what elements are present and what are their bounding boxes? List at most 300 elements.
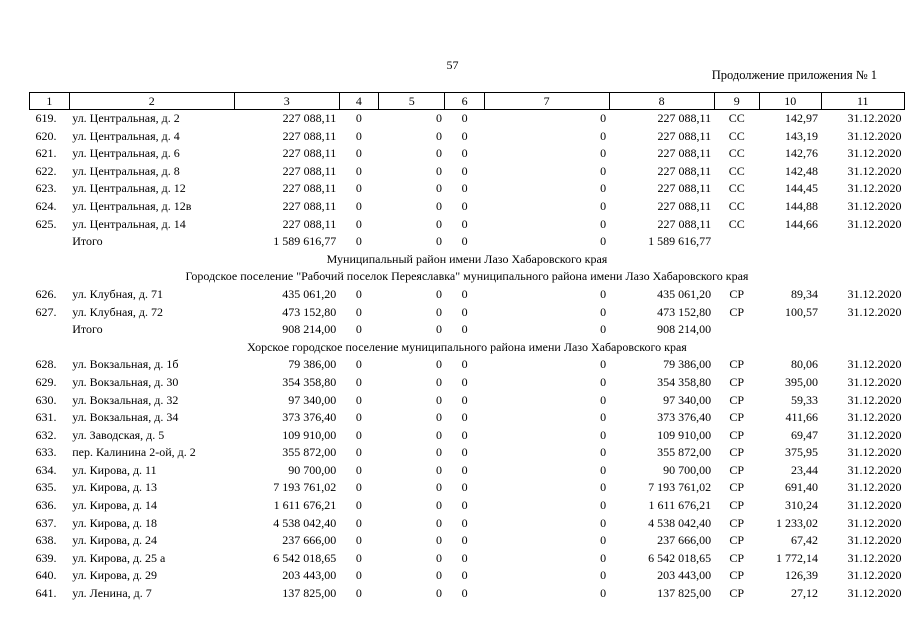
- value-col8: 79 386,00: [663, 357, 712, 372]
- value-col5: 0: [435, 304, 442, 319]
- cost-total: 227 088,11: [282, 163, 337, 178]
- total-row: [30, 233, 905, 251]
- completion-date: 31.12.2020: [847, 515, 902, 530]
- value-col8: 97 340,00: [663, 392, 712, 407]
- value-col4: 0: [355, 410, 362, 425]
- value-col10: 100,57: [785, 304, 819, 319]
- address: ул. Клубная, д. 72: [72, 304, 163, 319]
- value-col7: 0: [600, 392, 607, 407]
- value-col5: 0: [435, 550, 442, 565]
- value-col9: СР: [729, 533, 745, 548]
- value-col5: 0: [435, 286, 442, 301]
- value-col10: 1 772,14: [776, 550, 819, 565]
- value-col10: 142,97: [785, 111, 819, 125]
- completion-date: 31.12.2020: [847, 550, 902, 565]
- value-col6: 0: [461, 550, 468, 565]
- value-col4: 0: [355, 515, 362, 530]
- cost-total: 4 538 042,40: [273, 515, 337, 530]
- table-row: [30, 567, 905, 585]
- address: ул. Вокзальная, д. 34: [72, 410, 179, 425]
- column-header-1: 1: [30, 93, 70, 110]
- value-col10: 23,44: [791, 462, 819, 477]
- row-number-empty: [30, 233, 70, 251]
- value-col6: 0: [461, 427, 468, 442]
- header-row: [30, 93, 905, 110]
- row-number: 620.: [35, 128, 57, 143]
- total-label: Итого: [72, 322, 103, 337]
- value-col8: 7 193 761,02: [648, 480, 712, 495]
- value-col10: 67,42: [791, 533, 819, 548]
- value-col8: 227 088,11: [657, 181, 712, 196]
- value-col9: СР: [729, 286, 745, 301]
- value-col5: 0: [435, 533, 442, 548]
- value-col8: 203 443,00: [657, 568, 712, 583]
- value-col9: СР: [729, 515, 745, 530]
- total-empty-cell: [714, 233, 759, 251]
- section-heading-district-text: Муниципальный район имени Лазо Хабаровского края: [326, 251, 608, 266]
- value-col4: 0: [355, 374, 362, 389]
- value-col4: 0: [355, 216, 362, 231]
- value-col7: 0: [600, 586, 607, 601]
- value-col6: 0: [461, 304, 468, 319]
- section-heading-khor: [30, 339, 905, 357]
- value-col10: 59,33: [791, 392, 819, 407]
- completion-date: 31.12.2020: [847, 462, 902, 477]
- completion-date: 31.12.2020: [847, 568, 902, 583]
- value-col8: 237 666,00: [657, 533, 712, 548]
- value-col8: 227 088,11: [657, 146, 712, 161]
- table-row: [30, 180, 905, 198]
- value-col8: 6 542 018,65: [648, 550, 712, 565]
- value-col9: СР: [729, 586, 745, 601]
- cost-total: 373 376,40: [282, 410, 337, 425]
- value-col6: 0: [461, 498, 468, 513]
- value-col7: 0: [600, 304, 607, 319]
- value-col7: 0: [600, 480, 607, 495]
- value-col5: 0: [435, 480, 442, 495]
- value-col10: 691,40: [785, 480, 819, 495]
- value-col7: 0: [600, 128, 607, 143]
- cost-total: 227 088,11: [282, 181, 337, 196]
- table-row: [30, 409, 905, 427]
- value-col4: 0: [355, 586, 362, 601]
- completion-date: 31.12.2020: [847, 146, 902, 161]
- total-col5: 0: [435, 322, 442, 337]
- value-col7: 0: [600, 163, 607, 178]
- completion-date: 31.12.2020: [847, 586, 902, 601]
- cost-total: 227 088,11: [282, 111, 337, 125]
- address: ул. Центральная, д. 6: [72, 146, 180, 161]
- value-col9: СР: [729, 357, 745, 372]
- column-header-8: 8: [609, 93, 714, 110]
- row-number: 637.: [35, 515, 57, 530]
- value-col7: 0: [600, 533, 607, 548]
- value-col9: СР: [729, 550, 745, 565]
- value-col8: 227 088,11: [657, 216, 712, 231]
- value-col7: 0: [600, 427, 607, 442]
- value-col9: СС: [728, 163, 745, 178]
- address: ул. Центральная, д. 2: [72, 111, 180, 125]
- table-row: [30, 163, 905, 181]
- value-col5: 0: [435, 357, 442, 372]
- value-col8: 227 088,11: [657, 198, 712, 213]
- total-empty-cell: [821, 321, 904, 339]
- completion-date: 31.12.2020: [847, 216, 902, 231]
- value-col5: 0: [435, 445, 442, 460]
- value-col6: 0: [461, 445, 468, 460]
- value-col9: СР: [729, 445, 745, 460]
- value-col8: 473 152,80: [657, 304, 712, 319]
- column-header-6: 6: [445, 93, 484, 110]
- value-col5: 0: [435, 181, 442, 196]
- table-row: [30, 427, 905, 445]
- address: ул. Вокзальная, д. 32: [72, 392, 179, 407]
- value-col6: 0: [461, 163, 468, 178]
- row-number: 627.: [35, 304, 57, 319]
- total-col3: 908 214,00: [282, 322, 337, 337]
- address: ул. Кирова, д. 25 а: [72, 550, 166, 565]
- value-col7: 0: [600, 111, 607, 125]
- value-col5: 0: [435, 198, 442, 213]
- value-col9: СС: [728, 198, 745, 213]
- completion-date: 31.12.2020: [847, 286, 902, 301]
- value-col6: 0: [461, 146, 468, 161]
- address: ул. Кирова, д. 13: [72, 480, 158, 495]
- value-col10: 375,95: [785, 445, 819, 460]
- address: пер. Калинина 2-ой, д. 2: [72, 445, 196, 460]
- completion-date: 31.12.2020: [847, 445, 902, 460]
- completion-date: 31.12.2020: [847, 304, 902, 319]
- table-row: [30, 374, 905, 392]
- address: ул. Клубная, д. 71: [72, 286, 163, 301]
- value-col7: 0: [600, 374, 607, 389]
- row-number: 629.: [35, 374, 57, 389]
- value-col10: 1 233,02: [776, 515, 819, 530]
- completion-date: 31.12.2020: [847, 392, 902, 407]
- row-number: 635.: [35, 480, 57, 495]
- total-row: [30, 321, 905, 339]
- total-col7: 0: [600, 234, 607, 249]
- completion-date: 31.12.2020: [847, 357, 902, 372]
- column-header-11: 11: [821, 93, 904, 110]
- total-empty-cell: [821, 233, 904, 251]
- value-col6: 0: [461, 128, 468, 143]
- value-col4: 0: [355, 480, 362, 495]
- address: ул. Вокзальная, д. 1б: [72, 357, 179, 372]
- row-number: 625.: [35, 216, 57, 231]
- value-col5: 0: [435, 111, 442, 125]
- value-col8: 435 061,20: [657, 286, 712, 301]
- section-heading-pereyaslavka-text: Городское поселение "Рабочий поселок Переяславка" муниципального района имени Лазо Хабаровского края: [185, 269, 749, 284]
- value-col8: 355 872,00: [657, 445, 712, 460]
- value-col4: 0: [355, 462, 362, 477]
- column-header-4: 4: [339, 93, 378, 110]
- value-col4: 0: [355, 146, 362, 161]
- value-col10: 395,00: [785, 374, 819, 389]
- cost-total: 227 088,11: [282, 146, 337, 161]
- value-col9: СР: [729, 480, 745, 495]
- value-col5: 0: [435, 586, 442, 601]
- completion-date: 31.12.2020: [847, 410, 902, 425]
- value-col9: СС: [728, 181, 745, 196]
- value-col8: 4 538 042,40: [648, 515, 712, 530]
- row-number: 624.: [35, 198, 57, 213]
- cost-total: 355 872,00: [282, 445, 337, 460]
- total-col8: 1 589 616,77: [648, 234, 712, 249]
- cost-total: 227 088,11: [282, 128, 337, 143]
- value-col10: 310,24: [785, 498, 819, 513]
- row-number: 622.: [35, 163, 57, 178]
- value-col9: СР: [729, 392, 745, 407]
- value-col4: 0: [355, 128, 362, 143]
- address: ул. Кирова, д. 11: [72, 462, 157, 477]
- total-col4: 0: [355, 322, 362, 337]
- value-col5: 0: [435, 146, 442, 161]
- column-header-10: 10: [759, 93, 821, 110]
- value-col4: 0: [355, 357, 362, 372]
- value-col7: 0: [600, 568, 607, 583]
- row-number: 626.: [35, 286, 57, 301]
- value-col10: 144,88: [785, 198, 819, 213]
- total-col7: 0: [600, 322, 607, 337]
- value-col4: 0: [355, 198, 362, 213]
- row-number: 630.: [35, 392, 57, 407]
- value-col9: СР: [729, 374, 745, 389]
- row-number: 639.: [35, 550, 57, 565]
- cost-total: 473 152,80: [282, 304, 337, 319]
- value-col8: 227 088,11: [657, 128, 712, 143]
- value-col6: 0: [461, 462, 468, 477]
- completion-date: 31.12.2020: [847, 198, 902, 213]
- value-col7: 0: [600, 515, 607, 530]
- completion-date: 31.12.2020: [847, 498, 902, 513]
- value-col6: 0: [461, 111, 468, 125]
- completion-date: 31.12.2020: [847, 480, 902, 495]
- column-header-7: 7: [484, 93, 609, 110]
- value-col5: 0: [435, 374, 442, 389]
- value-col6: 0: [461, 480, 468, 495]
- value-col5: 0: [435, 568, 442, 583]
- address: ул. Центральная, д. 14: [72, 216, 186, 231]
- value-col5: 0: [435, 392, 442, 407]
- table-row: [30, 286, 905, 304]
- value-col5: 0: [435, 163, 442, 178]
- section-heading-khor-text: Хорское городское поселение муниципального района имени Лазо Хабаровского края: [247, 339, 687, 354]
- data-table: [29, 92, 905, 603]
- address: ул. Кирова, д. 18: [72, 515, 158, 530]
- table-row: [30, 110, 905, 128]
- table-row: [30, 356, 905, 374]
- address: ул. Заводская, д. 5: [72, 427, 165, 442]
- value-col10: 27,12: [791, 586, 819, 601]
- value-col4: 0: [355, 427, 362, 442]
- cost-total: 227 088,11: [282, 198, 337, 213]
- table-row: [30, 585, 905, 603]
- cost-total: 227 088,11: [282, 216, 337, 231]
- value-col10: 69,47: [791, 427, 819, 442]
- table-row: [30, 145, 905, 163]
- address: ул. Ленина, д. 7: [72, 586, 152, 601]
- row-number: 636.: [35, 498, 57, 513]
- address: ул. Центральная, д. 8: [72, 163, 180, 178]
- cost-total: 7 193 761,02: [273, 480, 337, 495]
- value-col4: 0: [355, 550, 362, 565]
- cost-total: 90 700,00: [288, 462, 337, 477]
- row-number: 638.: [35, 533, 57, 548]
- value-col10: 142,48: [785, 163, 819, 178]
- value-col4: 0: [355, 163, 362, 178]
- completion-date: 31.12.2020: [847, 533, 902, 548]
- table-row: [30, 462, 905, 480]
- table-row: [30, 444, 905, 462]
- total-col8: 908 214,00: [657, 322, 712, 337]
- table-row: [30, 479, 905, 497]
- value-col7: 0: [600, 216, 607, 231]
- section-heading-district: [30, 251, 905, 269]
- cost-total: 97 340,00: [288, 392, 337, 407]
- value-col10: 89,34: [791, 286, 819, 301]
- value-col7: 0: [600, 410, 607, 425]
- value-col5: 0: [435, 427, 442, 442]
- value-col10: 126,39: [785, 568, 819, 583]
- table-row: [30, 497, 905, 515]
- value-col6: 0: [461, 392, 468, 407]
- total-col4: 0: [355, 234, 362, 249]
- value-col6: 0: [461, 533, 468, 548]
- address: ул. Центральная, д. 12: [72, 181, 186, 196]
- value-col9: СС: [728, 216, 745, 231]
- value-col5: 0: [435, 410, 442, 425]
- value-col4: 0: [355, 392, 362, 407]
- row-number-empty: [30, 321, 70, 339]
- value-col7: 0: [600, 198, 607, 213]
- completion-date: 31.12.2020: [847, 427, 902, 442]
- total-col5: 0: [435, 234, 442, 249]
- cost-total: 203 443,00: [282, 568, 337, 583]
- table-row: [30, 392, 905, 410]
- total-empty-cell: [759, 233, 821, 251]
- value-col9: СС: [728, 128, 745, 143]
- value-col4: 0: [355, 533, 362, 548]
- value-col8: 1 611 676,21: [648, 498, 712, 513]
- value-col7: 0: [600, 445, 607, 460]
- value-col4: 0: [355, 111, 362, 125]
- value-col6: 0: [461, 586, 468, 601]
- cost-total: 237 666,00: [282, 533, 337, 548]
- value-col4: 0: [355, 304, 362, 319]
- table-row: [30, 304, 905, 322]
- value-col4: 0: [355, 286, 362, 301]
- completion-date: 31.12.2020: [847, 111, 902, 125]
- column-header-2: 2: [69, 93, 234, 110]
- address: ул. Кирова, д. 29: [72, 568, 158, 583]
- total-col6: 0: [461, 322, 468, 337]
- value-col5: 0: [435, 462, 442, 477]
- completion-date: 31.12.2020: [847, 374, 902, 389]
- value-col6: 0: [461, 515, 468, 530]
- table-row: [30, 550, 905, 568]
- value-col10: 144,45: [785, 181, 819, 196]
- total-col3: 1 589 616,77: [273, 234, 337, 249]
- row-number: 631.: [35, 410, 57, 425]
- value-col8: 109 910,00: [657, 427, 712, 442]
- value-col9: СС: [728, 146, 745, 161]
- column-header-9: 9: [714, 93, 759, 110]
- value-col4: 0: [355, 498, 362, 513]
- value-col7: 0: [600, 146, 607, 161]
- value-col9: СР: [729, 498, 745, 513]
- table-row: [30, 198, 905, 216]
- value-col8: 373 376,40: [657, 410, 712, 425]
- value-col8: 90 700,00: [663, 462, 712, 477]
- value-col8: 354 358,80: [657, 374, 712, 389]
- value-col5: 0: [435, 515, 442, 530]
- continuation-note: Продолжение приложения № 1: [711, 68, 877, 82]
- value-col10: 144,66: [785, 216, 819, 231]
- value-col8: 227 088,11: [657, 111, 712, 125]
- address: ул. Кирова, д. 14: [72, 498, 158, 513]
- address: ул. Кирова, д. 24: [72, 533, 158, 548]
- address: ул. Центральная, д. 12в: [72, 198, 192, 213]
- value-col6: 0: [461, 357, 468, 372]
- value-col5: 0: [435, 128, 442, 143]
- completion-date: 31.12.2020: [847, 181, 902, 196]
- value-col6: 0: [461, 198, 468, 213]
- row-number: 641.: [35, 586, 57, 601]
- value-col6: 0: [461, 181, 468, 196]
- value-col9: СР: [729, 304, 745, 319]
- total-empty-cell: [759, 321, 821, 339]
- value-col6: 0: [461, 374, 468, 389]
- row-number: 633.: [35, 445, 57, 460]
- value-col7: 0: [600, 498, 607, 513]
- row-number: 628.: [35, 357, 57, 372]
- completion-date: 31.12.2020: [847, 163, 902, 178]
- table-row: [30, 532, 905, 550]
- row-number: 634.: [35, 462, 57, 477]
- value-col9: СС: [728, 111, 745, 125]
- value-col8: 137 825,00: [657, 586, 712, 601]
- cost-total: 435 061,20: [282, 286, 337, 301]
- cost-total: 6 542 018,65: [273, 550, 337, 565]
- value-col4: 0: [355, 445, 362, 460]
- table-row: [30, 515, 905, 533]
- value-col6: 0: [461, 410, 468, 425]
- address: ул. Вокзальная, д. 30: [72, 374, 179, 389]
- value-col9: СР: [729, 462, 745, 477]
- value-col9: СР: [729, 427, 745, 442]
- value-col7: 0: [600, 550, 607, 565]
- value-col9: СР: [729, 568, 745, 583]
- page-number: 57: [446, 58, 459, 72]
- value-col6: 0: [461, 286, 468, 301]
- value-col7: 0: [600, 181, 607, 196]
- value-col10: 80,06: [791, 357, 819, 372]
- row-number: 623.: [35, 181, 57, 196]
- completion-date: 31.12.2020: [847, 128, 902, 143]
- value-col10: 411,66: [785, 410, 819, 425]
- section-heading-pereyaslavka: [30, 268, 905, 286]
- value-col8: 227 088,11: [657, 163, 712, 178]
- cost-total: 1 611 676,21: [273, 498, 337, 513]
- value-col5: 0: [435, 216, 442, 231]
- table-row: [30, 216, 905, 234]
- cost-total: 109 910,00: [282, 427, 337, 442]
- row-number: 640.: [35, 568, 57, 583]
- value-col9: СР: [729, 410, 745, 425]
- column-header-5: 5: [378, 93, 445, 110]
- value-col4: 0: [355, 181, 362, 196]
